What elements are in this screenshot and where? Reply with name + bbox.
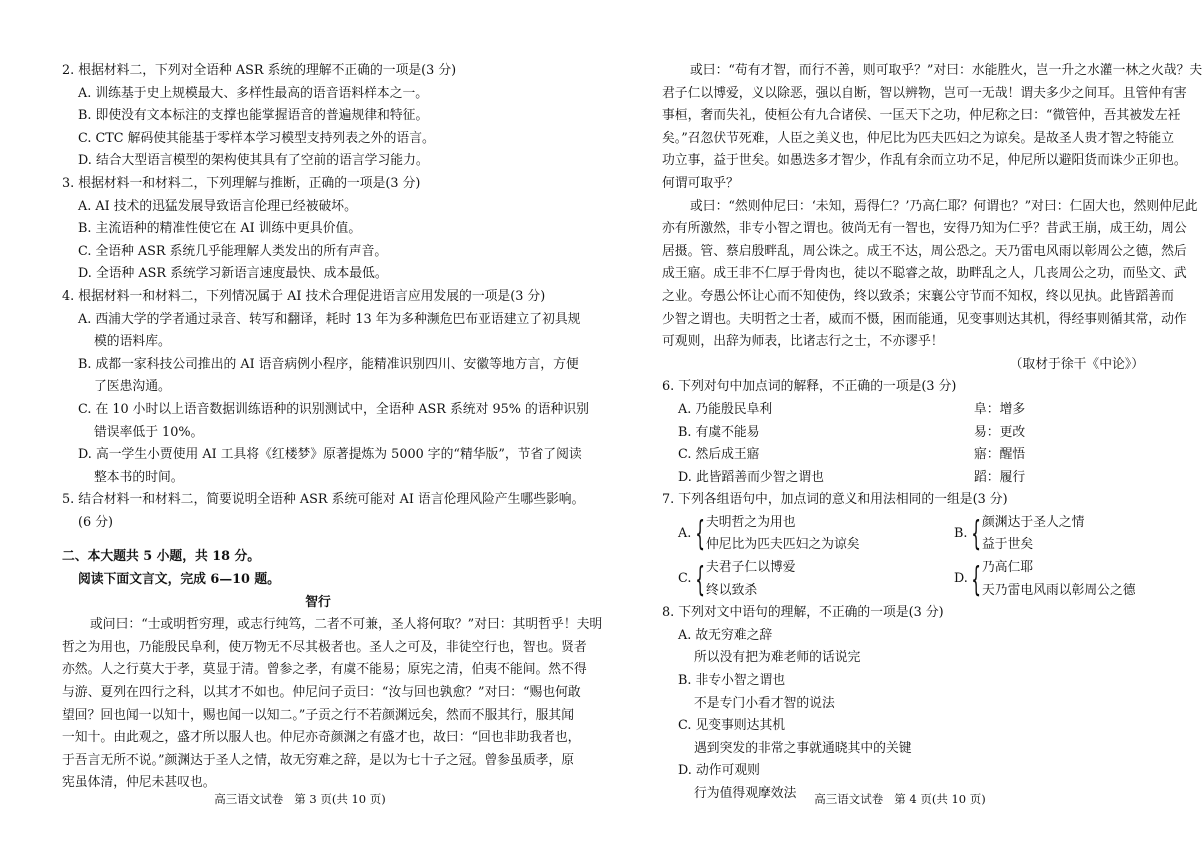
passage-line: 居摄。管、蔡启殷畔乱，周公诛之。成王不达，周公恐之。天乃雷电风雨以彰周公之德，然后 — [662, 243, 1187, 259]
brace-icon: { — [971, 514, 982, 555]
q7-option-d-line1: 乃高仁耶 — [982, 560, 1034, 576]
passage-line: 少智之谓也。夫明哲之士者，威而不慑，困而能通，见变事则达其机，得经事则循其常，动作 — [662, 311, 1187, 327]
passage-line: 或曰：“苟有才智，而行不善，则可取乎？”对曰：水能胜火，岂一升之水灌一林之火哉？夫 — [690, 63, 1202, 78]
passage-line: 成王寤。成王非不仁厚于骨肉也，徒以不聪睿之故，助畔乱之人，几丧周公之功，而坠文、武 — [662, 266, 1187, 282]
q4-option-b-line2: 了医患沟通。 — [94, 379, 171, 395]
q7-option-a-letter: A. — [678, 526, 692, 542]
q7-option-b-line1: 颜渊达于圣人之情 — [982, 514, 1085, 530]
q7-option-c-line1: 夫君子仁以博爱 — [706, 560, 796, 576]
q4-option-d-line2: 整本书的时间。 — [94, 469, 184, 485]
q8-option-a-sentence: A. 故无穷难之辞 — [678, 627, 773, 643]
q3-stem: 3. 根据材料一和材料二，下列理解与推断，正确的一项是(3 分) — [62, 175, 421, 191]
brace-icon: { — [695, 514, 706, 555]
passage-line: 可观则，出辞为师表，比诸志行之士，不亦谬乎！ — [662, 334, 944, 350]
passage-line: 一知十。由此观之，盛才所以服人也。仲尼亦奇颜渊之有盛才也，故曰：“回也非助我者也， — [62, 730, 581, 746]
passage-line: 亦然。人之行莫大于孝，莫显于清。曾参之孝，有虞不能易；原宪之清，伯夷不能间。然不得 — [62, 662, 587, 678]
page-footer: 高三语文试卷 第 4 页(共 10 页) — [814, 792, 986, 806]
passage-line: 亦有所激然，非专小智之谓也。彼尚无有一智也，安得乃知为仁乎？昔武王崩，成王幼，周公 — [662, 221, 1187, 237]
passage-line: 或问曰：“士或明哲穷理，或志行纯笃，二者不可兼，圣人将何取？”对曰：其明哲乎！夫明 — [90, 617, 603, 633]
passage-line: 之业。夸愚公怀让心而不知使伪，终以致杀；宋襄公守节而不知权，终以见执。此皆蹈善而 — [662, 288, 1174, 304]
q7-row-cd — [678, 557, 1144, 602]
q2-stem: 2. 根据材料二，下列对全语种 ASR 系统的理解不正确的一项是(3 分) — [62, 63, 457, 78]
passage-source: （取材于徐干《中论》） — [1009, 356, 1144, 372]
q6-option-a-sentence: A. 乃能殷民阜利 — [678, 401, 773, 417]
q6-option-d-gloss: 蹈：履行 — [974, 469, 1026, 485]
q8-option-b-sentence: B. 非专小智之谓也 — [678, 673, 786, 689]
q8-stem: 8. 下列对文中语句的理解，不正确的一项是(3 分) — [662, 605, 944, 621]
q7-option-d-line2: 天乃雷电风雨以彰周公之德 — [982, 582, 1136, 598]
q8-option-a-translation: 所以没有把为难老师的话说完 — [694, 650, 861, 666]
q6-option-a-gloss: 阜：增多 — [974, 401, 1026, 417]
q6-option-a — [662, 399, 1144, 422]
q6-option-c-gloss: 寤：醒悟 — [974, 447, 1026, 463]
q6-option-b — [662, 422, 1144, 445]
q2-option-a: A. 训练基于史上规模最大、多样性最高的语音语料样本之一。 — [78, 85, 429, 101]
q4-option-a-line1: A. 西浦大学的学者通过录音、转写和翻译，耗时 13 年为多种濒危巴布亚语建立了初具规 — [78, 311, 581, 327]
q5-stem-line1: 5. 结合材料一和材料二，简要说明全语种 ASR 系统可能对 AI 语言伦理风险产生哪些影响。 — [62, 492, 585, 508]
q7-stem: 7. 下列各组语句中，加点词的意义和用法相同的一组是(3 分) — [662, 492, 1008, 508]
passage-line: 事桓，奢而失礼，使桓公有九合诸侯、一匡天下之功，仲尼称之曰：“微管仲，吾其被发左衽 — [662, 108, 1181, 124]
passage-line: 矣。”召忽伏节死难，人臣之美义也，仲尼比为匹夫匹妇之为谅矣。是故圣人贵才智之特能立 — [662, 130, 1175, 146]
q4-option-c-line2: 错误率低于 10%。 — [94, 424, 204, 440]
q7-option-b-letter: B. — [954, 526, 968, 542]
q6-option-b-gloss: 易：更改 — [974, 424, 1026, 440]
passage-line: 或曰：“然则仲尼曰：‘未知，焉得仁？’乃高仁耶？何谓也？”对曰：仁固大也，然则仲尼此 — [690, 198, 1198, 214]
section-2-title: 二、本大题共 5 小题，共 18 分。 — [62, 549, 261, 565]
q6-option-d — [662, 467, 1144, 490]
q4-stem: 4. 根据材料一和材料二，下列情况属于 AI 技术合理促进语言应用发展的一项是(3 分) — [62, 288, 546, 304]
passage-title: 智行 — [305, 594, 331, 610]
q6-stem: 6. 下列对句中加点词的解释，不正确的一项是(3 分) — [662, 379, 957, 395]
q7-option-d-letter: D. — [954, 571, 968, 587]
passage-line: 与游、夏列在四行之科，以其才不如也。仲尼问子贡曰：“汝与回也孰愈？”对曰：“赐也何敢 — [62, 685, 581, 701]
passage-line: 功立事，益于世矣。如愚迭多才智少，作乱有余而立功不足，仲尼所以避阳货而诛少正卯也。 — [662, 153, 1187, 169]
q7-option-a-line1: 夫明哲之为用也 — [706, 514, 796, 530]
section-2-instruction: 阅读下面文言文，完成 6—10 题。 — [78, 572, 280, 588]
q7-option-c — [678, 557, 868, 602]
passage-line: 望回？回也闻一以知十，赐也闻一以知二。”子贡之行不若颜渊远矣，然而不服其行，服其闻 — [62, 707, 575, 723]
q6-option-b-sentence: B. 有虞不能易 — [678, 424, 760, 440]
q6-option-d-sentence: D. 此皆蹈善而少智之谓也 — [678, 469, 824, 485]
q5-stem-line2: (6 分) — [78, 514, 113, 530]
q8-option-b-translation: 不是专门小看才智的说法 — [694, 695, 835, 711]
passage-line: 于吾言无所不说。”颜渊达于圣人之情，故无穷难之辞，是以为七十子之冠。曾参虽质孝，原 — [62, 752, 575, 768]
q7-row-ab — [678, 512, 1144, 557]
q3-option-b: B. 主流语种的精准性使它在 AI 训练中更具价值。 — [78, 221, 362, 237]
q7-option-b — [954, 512, 1144, 557]
passage-line: 宪虽体清，仲尼未甚叹也。 — [62, 775, 216, 791]
q2-option-b: B. 即使没有文本标注的支撑也能掌握语音的普遍规律和特征。 — [78, 108, 429, 124]
q8-option-c-sentence: C. 见变事则达其机 — [678, 718, 786, 734]
q7-option-a-line2: 仲尼比为匹夫匹妇之为谅矣 — [706, 537, 860, 553]
q7-option-c-letter: C. — [678, 571, 692, 587]
q6-option-c — [662, 444, 1144, 467]
page-footer: 高三语文试卷 第 3 页(共 10 页) — [214, 792, 386, 806]
passage-line: 何谓可取乎？ — [662, 175, 739, 191]
q7-option-b-line2: 益于世矣 — [982, 537, 1034, 553]
q2-option-d: D. 结合大型语言模型的架构使其具有了空前的语言学习能力。 — [78, 153, 429, 169]
q7-option-a — [678, 512, 868, 557]
q6-option-c-sentence: C. 然后成王寤 — [678, 447, 760, 463]
brace-icon: { — [695, 559, 706, 600]
q2-option-c: C. CTC 解码使其能基于零样本学习模型支持列表之外的语言。 — [78, 130, 435, 146]
q7-option-d — [954, 557, 1144, 602]
q3-option-c: C. 全语种 ASR 系统几乎能理解人类发出的所有声音。 — [78, 243, 388, 259]
q3-option-a: A. AI 技术的迅猛发展导致语言伦理已经被破坏。 — [78, 198, 357, 214]
passage-line: 君子仁以博爱，义以除恶，强以自断，智以辨物，岂可一无哉！谓夫多少之间耳。且管仲有害 — [662, 85, 1187, 101]
q4-option-c-line1: C. 在 10 小时以上语音数据训练语种的识别测试中，全语种 ASR 系统对 95% 的语种识别 — [78, 401, 589, 417]
q4-option-b-line1: B. 成都一家科技公司推出的 AI 语音病例小程序，能精准识别四川、安徽等地方言，方便 — [78, 356, 579, 372]
q4-option-a-line2: 模的语料库。 — [94, 334, 171, 350]
q7-option-c-line2: 终以致杀 — [706, 582, 758, 598]
exam-page-4 — [600, 0, 1200, 849]
q8-option-d-translation: 行为值得观摩效法 — [694, 786, 797, 801]
passage-line: 哲之为用也，乃能殷民阜利，使万物无不尽其极者也。圣人之可及，非徒空行也，智也。贤者 — [62, 639, 587, 655]
q3-option-d: D. 全语种 ASR 系统学习新语言速度最快、成本最低。 — [78, 266, 388, 282]
q8-option-d-sentence: D. 动作可观则 — [678, 763, 760, 779]
brace-icon: { — [971, 559, 982, 600]
q8-option-c-translation: 遇到突发的非常之事就通晓其中的关键 — [694, 740, 912, 756]
q4-option-d-line1: D. 高一学生小贾使用 AI 工具将《红楼梦》原著提炼为 5000 字的“精华版”，节省了阅读 — [78, 447, 582, 463]
